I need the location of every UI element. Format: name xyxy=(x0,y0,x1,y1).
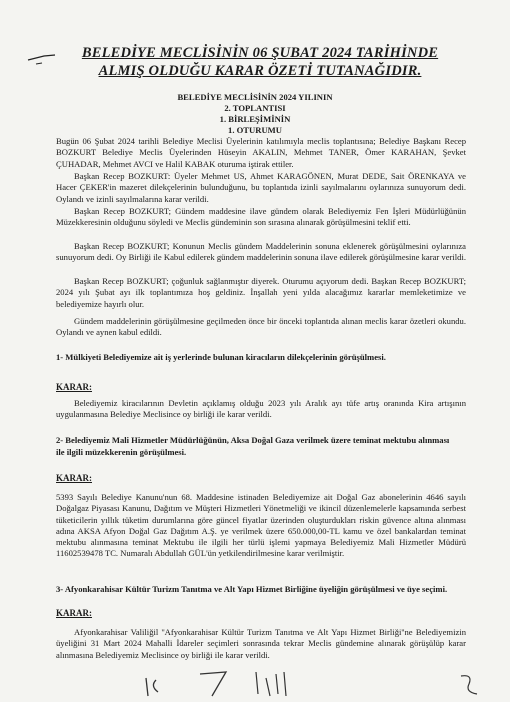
agenda-item-1-decision: Belediyemiz kiracılarının Devletin açıklamış olduğu 2023 yılı Aralık ayı tüfe artış oranında Kira artışının uygulanmasına Belediye Meclisince oy birliği ile karar verildi. xyxy=(56,398,466,420)
session-line-1: BELEDİYE MECLİSİNİN 2024 YILININ xyxy=(177,92,333,102)
title-line-1: BELEDİYE MECLİSİNİN 06 ŞUBAT 2024 TARİHİNDE xyxy=(81,45,439,61)
intro-paragraph-4: Başkan Recep BOZKURT; Konunun Meclis gündem Maddelerinin sonuna eklenerek görüşülmesini oylarınıza sunuyorum dedi. Oy Birliği ile Kabul edilerek gündem maddelerinin sonuna ilave edilerek görüşülmesine karar verildi. xyxy=(56,241,467,263)
initials-signature-1 xyxy=(140,668,180,698)
intro-paragraph-3: Başkan Recep BOZKURT; Gündem maddesine ilave gündem olarak Belediyemiz Fen İşleri Müdürlüğünün Müzekkeresinin olduğunu söyledi ve Meclis gündeminin son sırasına alınarak görüşülmesini teklif etti. xyxy=(56,206,466,228)
initials-signature-4 xyxy=(455,668,485,698)
intro-paragraph-1: Bugün 06 Şubat 2024 tarihli Belediye Meclisi Üyelerinin katılımıyla meclis toplantısına; Belediye Başkanı Recep BOZKURT Belediye Meclis Üyelerinden Hüseyin AKALIN, Mehmet TANER, Ömer KARAHAN, Şevket ÇUHADAR, Mehmet AVCI ve Halil KABAK oturuma iştirak ettiler. xyxy=(56,136,466,169)
agenda-item-1-karar-label: KARAR: xyxy=(56,382,92,392)
agenda-item-3-heading: 3- Afyonkarahisar Kültür Turizm Tanıtma ve Alt Yapı Hizmet Birliğine üyeliğin görüşülmesi ve üye seçimi. xyxy=(56,584,448,594)
intro-paragraph-5: Başkan Recep BOZKURT; çoğunluk sağlanmıştır diyerek. Oturumu açıyorum dedi. Başkan Recep BOZKURT; 2024 yılı Şubat ayı ilk toplantımıza hoş geldiniz. İnşallah yeni yılda alacağımız kararlar memleketimize ve belediyemize hayırlı olur. xyxy=(56,276,466,309)
session-line-3: 1. BİRLEŞİMİNİN xyxy=(219,114,291,124)
intro-paragraph-2: Başkan Recep BOZKURT: Üyeler Mehmet US, Ahmet KARAGÖNEN, Murat DEDE, Sait ÖRENKAYA ve Hacer ÇEKER'in mazeret dilekçelerinin bulunduğunu, bu toplantıda izinli sayılmalarını oylarınıza sunuyorum dedi. Oylandı ve izinli sayılmalarına karar verildi. xyxy=(56,171,466,204)
title-line-2: ALMIŞ OLDUĞU KARAR ÖZETİ TUTANAĞIDIR. xyxy=(98,63,422,79)
agenda-item-2-karar-label: KARAR: xyxy=(56,473,92,483)
session-line-2: 2. TOPLANTISI xyxy=(224,103,286,113)
intro-paragraph-6: Gündem maddelerinin görüşülmesine geçilmeden önce bir önceki toplantıda alınan meclis karar özetleri okundu. Oylandı ve aynen kabul edildi. xyxy=(56,316,466,338)
pen-mark xyxy=(26,46,58,70)
initials-signature-3 xyxy=(250,668,300,698)
initials-signature-2 xyxy=(190,668,240,698)
agenda-item-3-karar-label: KARAR: xyxy=(56,608,92,618)
agenda-item-2-heading: 2- Belediyemiz Mali Hizmetler Müdürlüğünün, Aksa Doğal Gaza verilmek üzere teminat mektubu alınması ile ilgili müzekkerenin görüşülmesi. xyxy=(56,435,450,457)
agenda-item-3-decision: Afyonkarahisar Valiliğil ''Afyonkarahisar Kültür Turizm Tanıtma ve Alt Yapı Hizmet Birliği''ne Belediyemizin üyeliğini 31 Mart 2024 Mahalli İdareler seçimleri sonrasında tekrar Meclis gündemine alınarak görüşülüp karar alınmasına Belediyemiz Meclisince oy birliği ile karar verildi. xyxy=(56,627,466,660)
agenda-item-1-heading: 1- Mülkiyeti Belediyemize ait iş yerlerinde bulunan kiracıların dilekçelerinin görüşülmesi. xyxy=(56,352,386,362)
session-line-4: 1. OTURUMU xyxy=(228,125,282,135)
agenda-item-2-decision: 5393 Sayılı Belediye Kanunu'nun 68. Maddesine istinaden Belediyemize ait Doğal Gaz abonelerinin 4646 sayılı Doğalgaz Piyasası Kanunu, Dağıtım ve Müşteri Hizmetleri Yönetmeliği ve ikincil düzenlemelerle kapsamında serbest tüketicilerin yıllık tüketim durumlarına göre güncel fiyatlar üzerinden oluşturdukları riskin güvence altına alınması adına AKSA Afyon Doğal Gaz Dağıtım A.Ş. ye verilmek üzere 650.000,00-TL kamu ve özel bankalardan teminat mektubu alınmasına teminat Mektubu ile ilgili her türlü işlemi yapmaya Belediyemiz Mali Hizmetler Müdürü 11602539478 TC. Numaralı Abdullah GÜL'ün yetkilendirilmesine karar verilmiştir. xyxy=(56,492,466,559)
document-title xyxy=(70,44,450,80)
